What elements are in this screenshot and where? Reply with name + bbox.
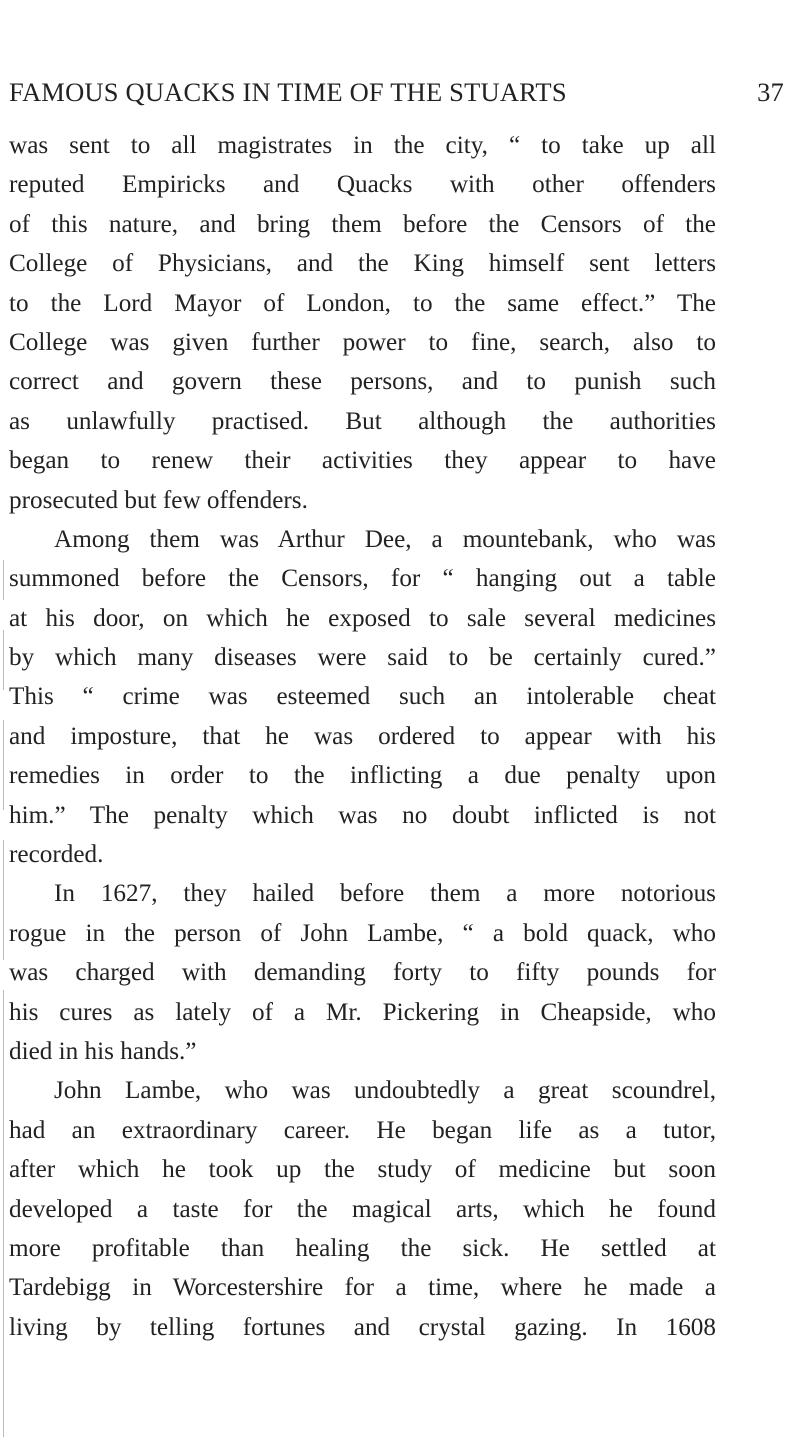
text-line: more profitable than healing the sick. He settled at [9,1234,716,1262]
text-line: had an extraordinary career. He began life as a tutor, [9,1116,716,1144]
running-head-title: FAMOUS QUACKS IN TIME OF THE STUARTS [9,77,567,107]
text-line: him.” The penalty which was no doubt inflicted is not [9,801,716,829]
text-line: was sent to all magistrates in the city, “ to take up all [9,132,716,159]
text-line: his cures as lately of a Mr. Pickering in Cheapside, who [9,998,716,1026]
text-line: living by telling fortunes and crystal gazing. In 1608 [9,1313,716,1341]
page-number: 37 [757,77,784,107]
text-line: to the Lord Mayor of London, to the same effect.” The [9,289,716,317]
text-line: rogue in the person of John Lambe, “ a bold quack, who [9,919,716,947]
body-text [9,126,800,1347]
text-line: This “ crime was esteemed such an intolerable cheat [9,683,716,711]
text-line: summoned before the Censors, for “ hanging out a table [9,565,716,593]
text-line: Tardebigg in Worcestershire for a time, where he made a [9,1274,716,1302]
text-line: correct and govern these persons, and to punish such [9,368,716,396]
text-line: developed a taste for the magical arts, which he found [9,1195,716,1223]
text-line: was charged with demanding forty to fifty pounds for [9,959,716,987]
text-line: reputed Empiricks and Quacks with other offenders [9,171,716,199]
text-line: and imposture, that he was ordered to appear with his [9,722,716,750]
text-line: recorded. [9,841,104,869]
gutter-scan-marks [0,560,7,1437]
text-line: at his door, on which he exposed to sale several medicines [9,604,716,632]
text-line: College was given further power to fine, search, also to [9,328,716,356]
text-line: as unlawfully practised. But although the authorities [9,407,716,435]
text-line: Among them was Arthur Dee, a mountebank, who was [54,525,716,553]
text-line: John Lambe, who was undoubtedly a great scoundrel, [54,1077,716,1105]
text-line: prosecuted but few offenders. [9,486,308,514]
text-line: In 1627, they hailed before them a more notorious [54,880,716,908]
text-line: after which he took up the study of medicine but soon [9,1156,716,1184]
text-line: died in his hands.” [9,1037,197,1065]
text-line: remedies in order to the inflicting a due penalty upon [9,762,716,790]
text-line: College of Physicians, and the King himself sent letters [9,250,716,278]
running-head [9,77,784,117]
text-line: began to renew their activities they appear to have [9,447,716,475]
text-line: of this nature, and bring them before the Censors of the [9,210,716,238]
text-line: by which many diseases were said to be certainly cured.” [9,644,716,672]
